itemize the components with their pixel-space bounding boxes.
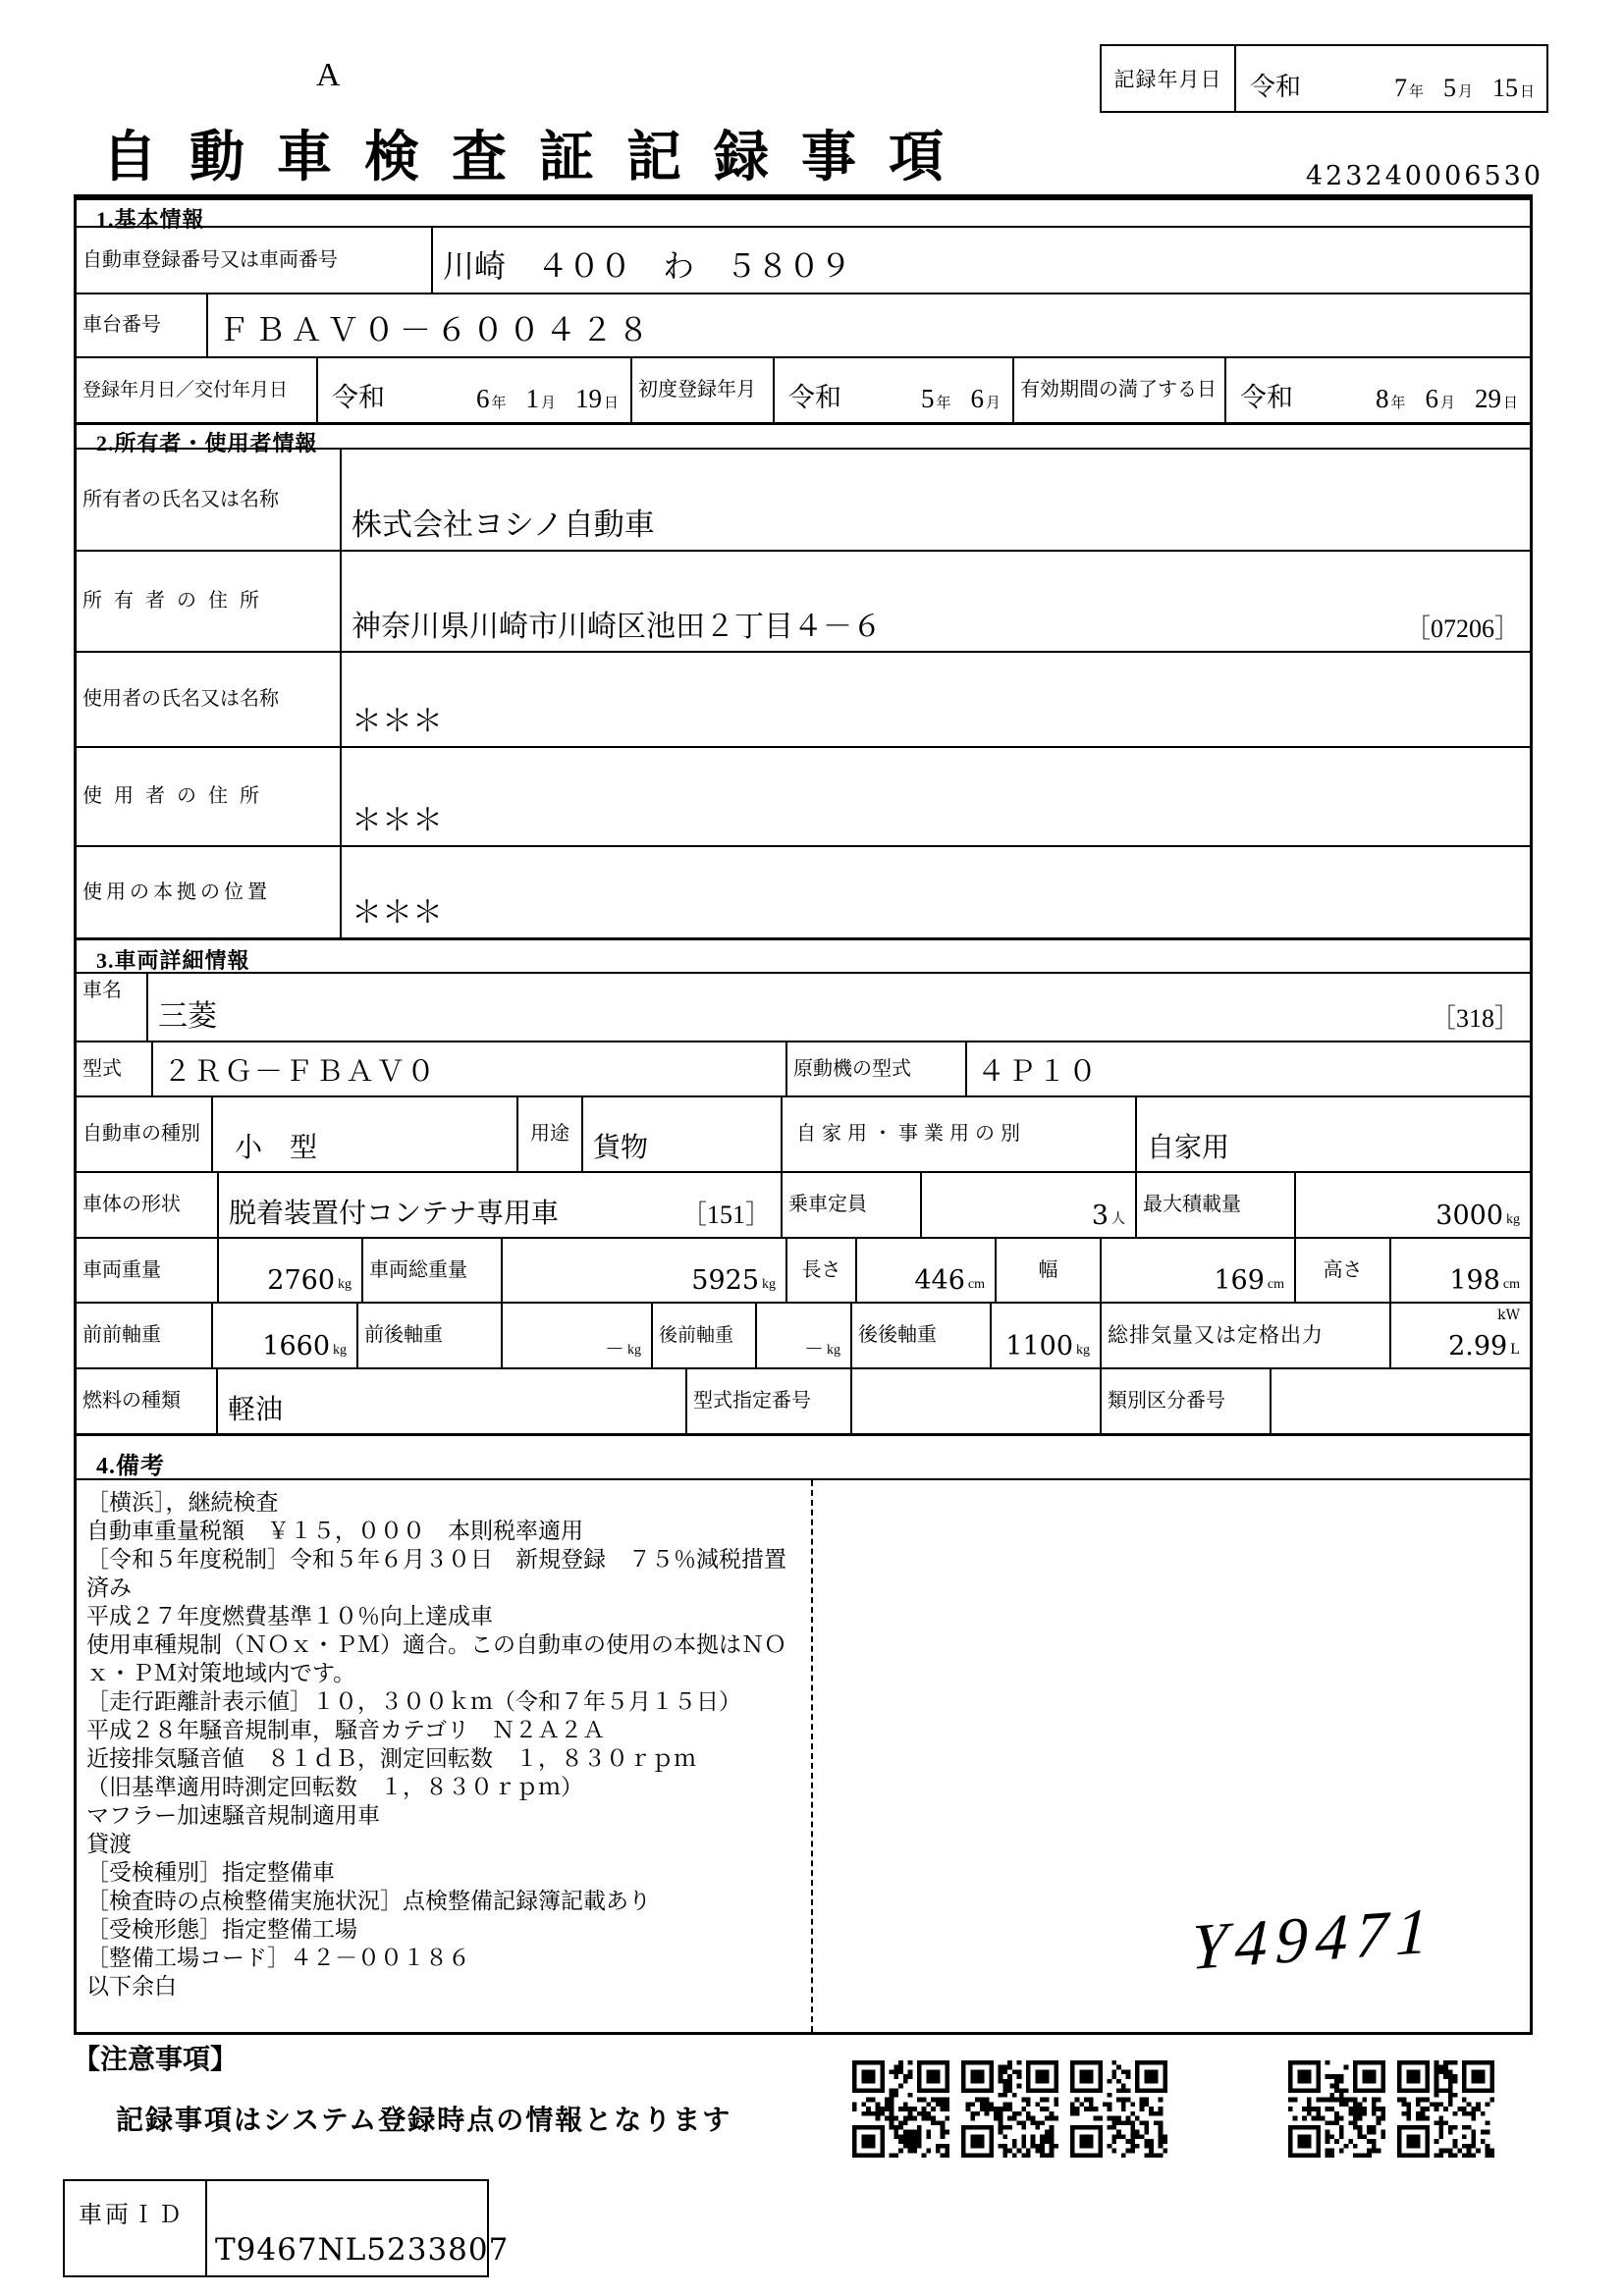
remarks-line: ［受検形態］指定整備工場 [86,1917,357,1942]
body-shape-code: ［151］ [680,1201,771,1229]
user-name-label: 使用者の氏名又は名称 [82,688,279,710]
document-number: 423240006530 [1305,161,1543,191]
axle-rear-front-value: － kg [755,1304,850,1367]
page-title: 自動車検査証記録事項 [102,128,976,188]
gross-weight-value: 5925 kg [501,1239,785,1302]
base-location-value: ＊＊＊ [340,847,1530,937]
section2-heading: 2.所有者・使用者情報 [96,431,318,455]
remarks-line: ［横浜］，継続検査 [86,1490,279,1515]
remarks-line: 貸渡 [86,1832,132,1856]
capacity-value: 3 人 [920,1173,1135,1237]
remarks-line: ［整備工場コード］４２－００１８６ [86,1946,470,1970]
weight-value: 2760 kg [217,1239,361,1302]
record-date-day: 15 [1491,74,1518,102]
record-date-era: 令和 [1250,73,1302,101]
body-shape-value: 脱着装置付コンテナ専用車 ［151］ [217,1173,781,1237]
height-label: 高さ [1294,1239,1389,1302]
base-location-label: 使用の本拠の位置 [82,881,271,903]
length-value: 446 cm [855,1239,995,1302]
axle-rear-rear-value: 1100 kg [990,1304,1100,1367]
private-business-label: 自家用・事業用の別 [781,1097,1135,1171]
vehicle-kind-value: 小 型 [211,1097,516,1171]
max-load-value: 3000 kg [1294,1173,1530,1237]
remarks-line: ［走行距離計表示値］１０，３００ｋｍ（令和７年５月１５日） [86,1689,741,1714]
remarks-line: 平成２８年騒音規制車，騒音カテゴリ Ｎ２Ａ２Ａ [86,1718,606,1742]
handwritten-mark: Y49471 [1190,1895,1437,1984]
record-date-label: 記録年月日 [1102,46,1236,111]
use-label: 用途 [516,1097,581,1171]
remarks-line: マフラー加速騒音規制適用車 [86,1803,380,1828]
remarks-line: ［受検種別］指定整備車 [86,1860,335,1885]
plate-number-label: 自動車登録番号又は車両番号 [82,248,338,271]
plate-number-value: 川崎 ４００ わ ５８０９ [431,228,1530,293]
vehicle-kind-label: 自動車の種別 [82,1123,200,1145]
page-mark: A [316,57,341,93]
remarks-line: 使用車種規制（ＮＯｘ・ＰＭ）適合。この自動車の使用の本拠はＮＯ [86,1632,786,1657]
fuel-label: 燃料の種類 [82,1390,181,1412]
remarks-text [86,1488,815,2001]
expiry-date-label: 有効期間の満了する日 [1012,358,1224,422]
owner-name-label: 所有者の氏名又は名称 [82,488,279,510]
section4-heading: 4.備考 [96,1454,165,1479]
axle-front-front-label: 前前軸重 [82,1324,161,1346]
first-registration-label: 初度登録年月 [630,358,773,422]
length-label: 長さ [785,1239,855,1302]
owner-address-value: 神奈川県川崎市川崎区池田２丁目４－６ ［07206］ [340,552,1530,651]
qr-code [961,2060,1058,2158]
remarks-line: 平成２７年度燃費基準１０％向上達成車 [86,1604,493,1629]
user-address-value: ＊＊＊ [340,748,1530,845]
notice-heading: 【注意事項】 [73,2044,239,2074]
car-name-value: 三菱 ［318］ [146,974,1530,1041]
record-date-value: 令和 7 年 5 月 15 日 [1236,46,1546,111]
weight-label: 車両重量 [82,1258,161,1281]
remarks-line: ｘ・ＰＭ対策地域内です。 [86,1661,356,1685]
power-label: 総排気量又は定格出力 [1100,1304,1389,1367]
axle-rear-rear-label: 後後軸重 [850,1304,990,1367]
car-name-label: 車名 [82,980,122,1001]
remarks-line: （旧基準適用時測定回転数 １，８３０ｒｐｍ） [86,1775,583,1799]
record-date-box [1100,44,1548,113]
vehicle-id-label: 車両ＩＤ [65,2181,207,2275]
engine-model-value: ４Ｐ１０ [965,1042,1530,1095]
owner-name-value: 株式会社ヨシノ自動車 [340,450,1530,550]
vehicle-id-box [63,2179,510,2277]
remarks-line: ［令和５年度税制］令和５年６月３０日 新規登録 ７５％減税措置 [86,1547,786,1572]
private-business-value: 自家用 [1135,1097,1530,1171]
user-name-value: ＊＊＊ [340,653,1530,746]
vehicle-id-value: T9467NL5233807 [215,2232,510,2268]
axle-rear-front-label: 後前軸重 [651,1304,755,1367]
axle-front-front-value: 1660 kg [211,1304,356,1367]
record-date-month: 5 [1442,74,1456,102]
remarks-line: 近接排気騒音値 ８１ｄＢ，測定回転数 １，８３０ｒｐｍ [86,1746,696,1771]
axle-front-rear-label: 前後軸重 [356,1304,501,1367]
car-name-code: ［318］ [1430,1004,1520,1033]
qr-code [852,2060,949,2158]
type-designation-label: 型式指定番号 [685,1369,850,1433]
engine-model-label: 原動機の型式 [785,1042,965,1095]
owner-address-code: ［07206］ [1404,614,1520,643]
power-unit-top: kW [1497,1308,1520,1323]
model-value: ２ＲＧ－ＦＢＡＶ０ [151,1042,785,1095]
remarks-cell [77,1480,1530,2032]
type-designation-value [850,1369,1100,1433]
section3-heading: 3.車両詳細情報 [96,948,250,973]
owner-address-label: 所有者の住所 [82,590,271,612]
class-number-label: 類別区分番号 [1100,1369,1270,1433]
certificate-table [74,194,1533,2035]
power-unit-bottom: L [1510,1341,1520,1358]
class-number-value [1270,1369,1530,1433]
remarks-line: 済み [86,1575,132,1600]
expiry-date-value: 令和 8 年 6 月 29 日 [1224,358,1530,422]
section1-heading: 1.基本情報 [96,207,205,232]
remarks-line: ［検査時の点検整備実施状況］点検整備記録簿記載あり [86,1889,651,1913]
qr-code [1070,2060,1167,2158]
use-value: 貨物 [581,1097,781,1171]
model-label: 型式 [82,1057,122,1080]
capacity-label: 乗車定員 [781,1173,920,1237]
chassis-number-label: 車台番号 [82,314,161,336]
remarks-divider [811,1480,813,2032]
fuel-value: 軽油 [216,1369,685,1433]
body-shape-label: 車体の形状 [82,1194,181,1215]
max-load-label: 最大積載量 [1135,1173,1294,1237]
height-value: 198 cm [1389,1239,1530,1302]
width-label: 幅 [995,1239,1100,1302]
width-value: 169 cm [1100,1239,1294,1302]
qr-code [1288,2060,1385,2158]
registration-date-value: 令和 6 年 1 月 19 日 [316,358,630,422]
chassis-number-value: ＦＢＡＶ０－６００４２８ [206,294,1530,356]
qr-code [1397,2060,1494,2158]
user-address-label: 使用者の住所 [82,785,271,807]
axle-front-rear-value: － kg [501,1304,651,1367]
record-date-year: 7 [1393,74,1407,102]
first-registration-value: 令和 5 年 6 月 [773,358,1012,422]
gross-weight-label: 車両総重量 [361,1239,501,1302]
remarks-line: 自動車重量税額 ￥１５，０００ 本則税率適用 [86,1519,583,1543]
notice-text: 記録事項はシステム登録時点の情報となります [116,2105,732,2135]
registration-date-label: 登録年月日／交付年月日 [82,379,289,400]
remarks-line: 以下余白 [86,1974,177,1999]
power-value: kW 2.99 L [1389,1304,1530,1367]
